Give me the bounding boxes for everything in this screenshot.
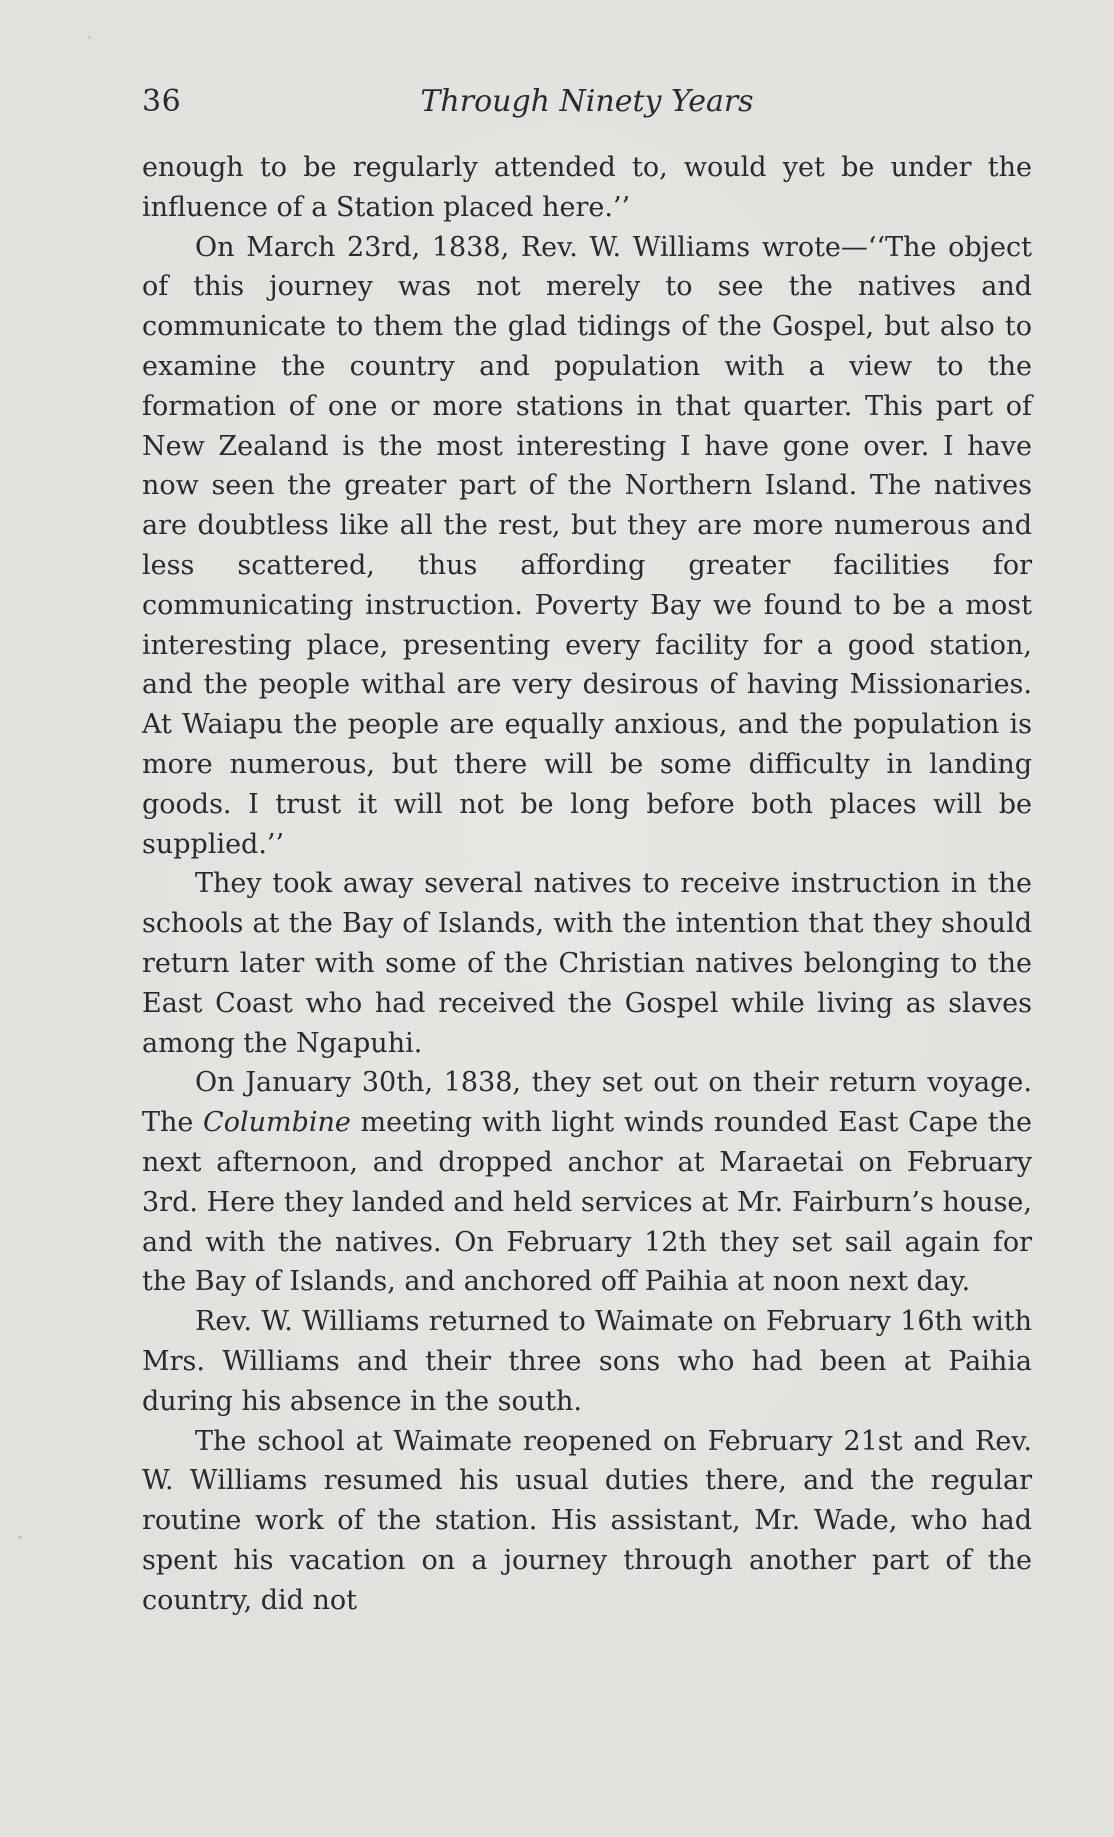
page-number: 36 <box>142 84 182 119</box>
return-voyage-text-a: On January 30th, 1838, they set out on their return voyage. The <box>142 1067 1032 1139</box>
body-text <box>142 148 1032 1620</box>
paper-speck <box>88 36 91 39</box>
paragraph-continuation: enough to be regularly attended to, would yet be under the influence of a Station placed here.’’ <box>142 152 1032 223</box>
paragraph-return-waimate: Rev. W. Williams returned to Waimate on February 16th with Mrs. Williams and their three sons who had been at Paihia during his absence in the south. <box>142 1306 1032 1417</box>
ship-name: Columbine <box>203 1107 351 1139</box>
return-voyage-text-b: meeting with light winds rounded East Cape the next afternoon, and dropped anchor at Maraetai on February 3rd. Here they landed and held services at Mr. Fairburn’s house, and with the natives. On February 12th they set sail again for the Bay of Islands, and anchored off Paihia at noon next day. <box>142 1107 1032 1298</box>
page-header <box>142 84 1032 128</box>
paragraph-school-reopened: The school at Waimate reopened on February 21st and Rev. W. Williams resumed his usual duties there, and the regular routine work of the station. His assistant, Mr. Wade, who had spent his vacation on a journey through another part of the country, did not <box>142 1425 1032 1616</box>
paper-speck <box>18 1536 22 1539</box>
paragraph-letter-quote: On March 23rd, 1838, Rev. W. Williams wrote—‘‘The object of this journey was not merely to see the natives and communicate to them the glad tidings of the Gospel, but also to examine the country and population with a view to the formation of one or more stations in that quarter. This part of New Zealand is the most interesting I have gone over. I have now seen the greater part of the Northern Island. The natives are doubtless like all the rest, but they are more numerous and less scattered, thus affording greater facilities for communicating instruction. Poverty Bay we found to be a most interesting place, presenting every facility for a good station, and the people withal are very desirous of having Missionaries. At Waiapu the people are equally anxious, and the population is more numerous, but there will be some difficulty in landing goods. I trust it will not be long before both places will be supplied.’’ <box>142 231 1032 860</box>
paragraph-return-voyage <box>142 1063 1032 1302</box>
paragraph-natives-instruction: They took away several natives to receive instruction in the schools at the Bay of Islands, with the intention that they should return later with some of the Christian natives belonging to the East Coast who had received the Gospel while living as slaves among the Ngapuhi. <box>142 868 1032 1059</box>
running-title: Through Ninety Years <box>420 84 754 119</box>
